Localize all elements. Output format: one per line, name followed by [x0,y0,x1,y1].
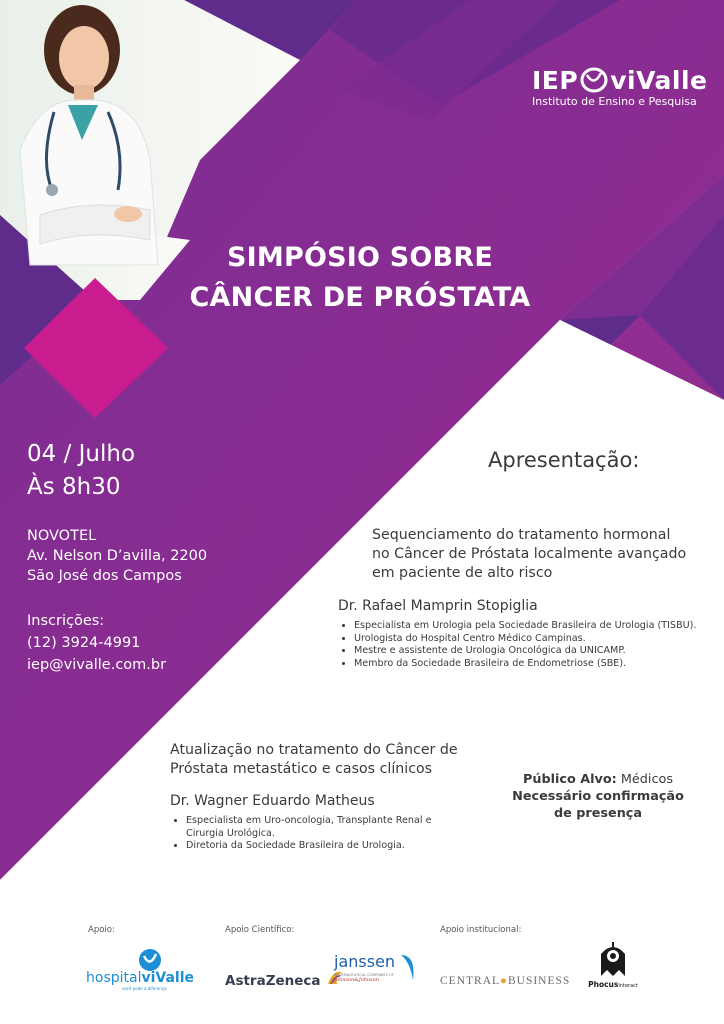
janssen-name: janssen [334,952,396,971]
registration-block [27,610,166,676]
event-date: 04 / Julho [27,441,136,467]
support-label: Apoio: [88,925,115,935]
hospital-name-right: viValle [141,970,195,986]
audience-note-line1: Necessário confirmação [512,789,684,804]
talk-1-title-line3: em paciente de alto risco [372,565,553,581]
vivalle-heart-icon [138,948,162,972]
audience-note-line2: de presença [553,806,643,821]
audience-value: Médicos [620,772,673,787]
brand-subtitle: Instituto de Ensino e Pesquisa [532,95,697,108]
event-title [160,238,560,318]
phocus-logo [588,940,638,989]
talk-1-bullet: • Urologista do Hospital Centro Médico Campinas. [354,633,718,646]
central-business-logo [440,975,570,987]
event-time: Às 8h30 [27,474,121,500]
janssen-sub: PHARMACEUTICAL COMPANIES OF [334,973,394,977]
event-title-line1: SIMPÓSIO SOBRE [227,242,493,273]
phocus-name: Phocus [588,980,619,989]
talk-1-speaker-block [338,598,718,670]
registration-email[interactable]: iep@vivalle.com.br [27,657,167,673]
audience-label: Público Alvo: [523,772,617,787]
janssen-swoosh-icon [398,952,418,982]
venue-city: São José dos Campos [27,568,182,584]
venue-address: Av. Nelson D’avilla, 2200 [27,548,208,564]
brand-name-left: IEP [532,66,579,95]
heart-leaf-icon [579,67,609,93]
talk-1-title-line1: Sequenciamento do tratamento hormonal [372,527,671,543]
talk-1 [372,526,712,583]
talk-1-speaker: Dr. Rafael Mamprin Stopiglia [338,598,538,614]
talk-2-bullet: • Especialista em Uro-oncologia, Transplante Renal e Cirurgia Urológica. [186,815,460,840]
talk-2-title-line2: Próstata metastático e casos clínicos [170,761,433,777]
phocus-monster-icon [593,940,633,978]
audience-block [498,771,698,822]
registration-phone[interactable]: (12) 3924-4991 [27,635,141,651]
talk-1-bullet: • Mestre e assistente de Urologia Oncológica da UNICAMP. [354,645,718,658]
registration-label: Inscrições: [27,613,105,629]
presentation-heading: Apresentação: [488,448,640,472]
talk-1-bullet: • Especialista em Urologia pela Sociedade Brasileira de Urologia (TISBU). [354,620,718,633]
brand-name-right: viValle [610,66,708,95]
institutional-support-label: Apoio institucional: [440,925,522,935]
venue-block [27,526,207,586]
hospital-tagline: você pode a diferença [122,986,167,991]
central-dot: ● [500,975,508,987]
business-name: BUSINESS [507,975,571,987]
talk-1-bullet: • Membro da Sociedade Brasileira de Endometriose (SBE). [354,658,718,671]
talk-1-bullets [338,620,718,670]
janssen-jj: Johnson&Johnson [334,977,379,983]
hospital-name-left: hospital [86,970,142,986]
talk-2-speaker: Dr. Wagner Eduardo Matheus [170,793,375,809]
talk-2-bullet: • Diretoria da Sociedade Brasileira de Urologia. [186,840,460,853]
astrazeneca-logo [225,968,345,989]
event-title-line2: CÂNCER DE PRÓSTATA [189,282,531,313]
janssen-logo [334,952,414,983]
talk-2 [170,741,470,779]
astrazeneca-name: AstraZeneca [225,973,321,989]
brand-logo [532,66,708,108]
event-date-block [27,438,135,504]
talk-2-bullets [170,815,460,853]
venue-name: NOVOTEL [27,528,97,544]
talk-2-speaker-block [170,793,460,853]
talk-2-title-line1: Atualização no tratamento do Câncer de [170,742,458,758]
scientific-support-label: Apoio Científico: [225,925,295,935]
phocus-sub: Interact [618,983,638,989]
talk-1-title-line2: no Câncer de Próstata localmente avançado [372,546,687,562]
central-name: CENTRAL [440,975,501,987]
